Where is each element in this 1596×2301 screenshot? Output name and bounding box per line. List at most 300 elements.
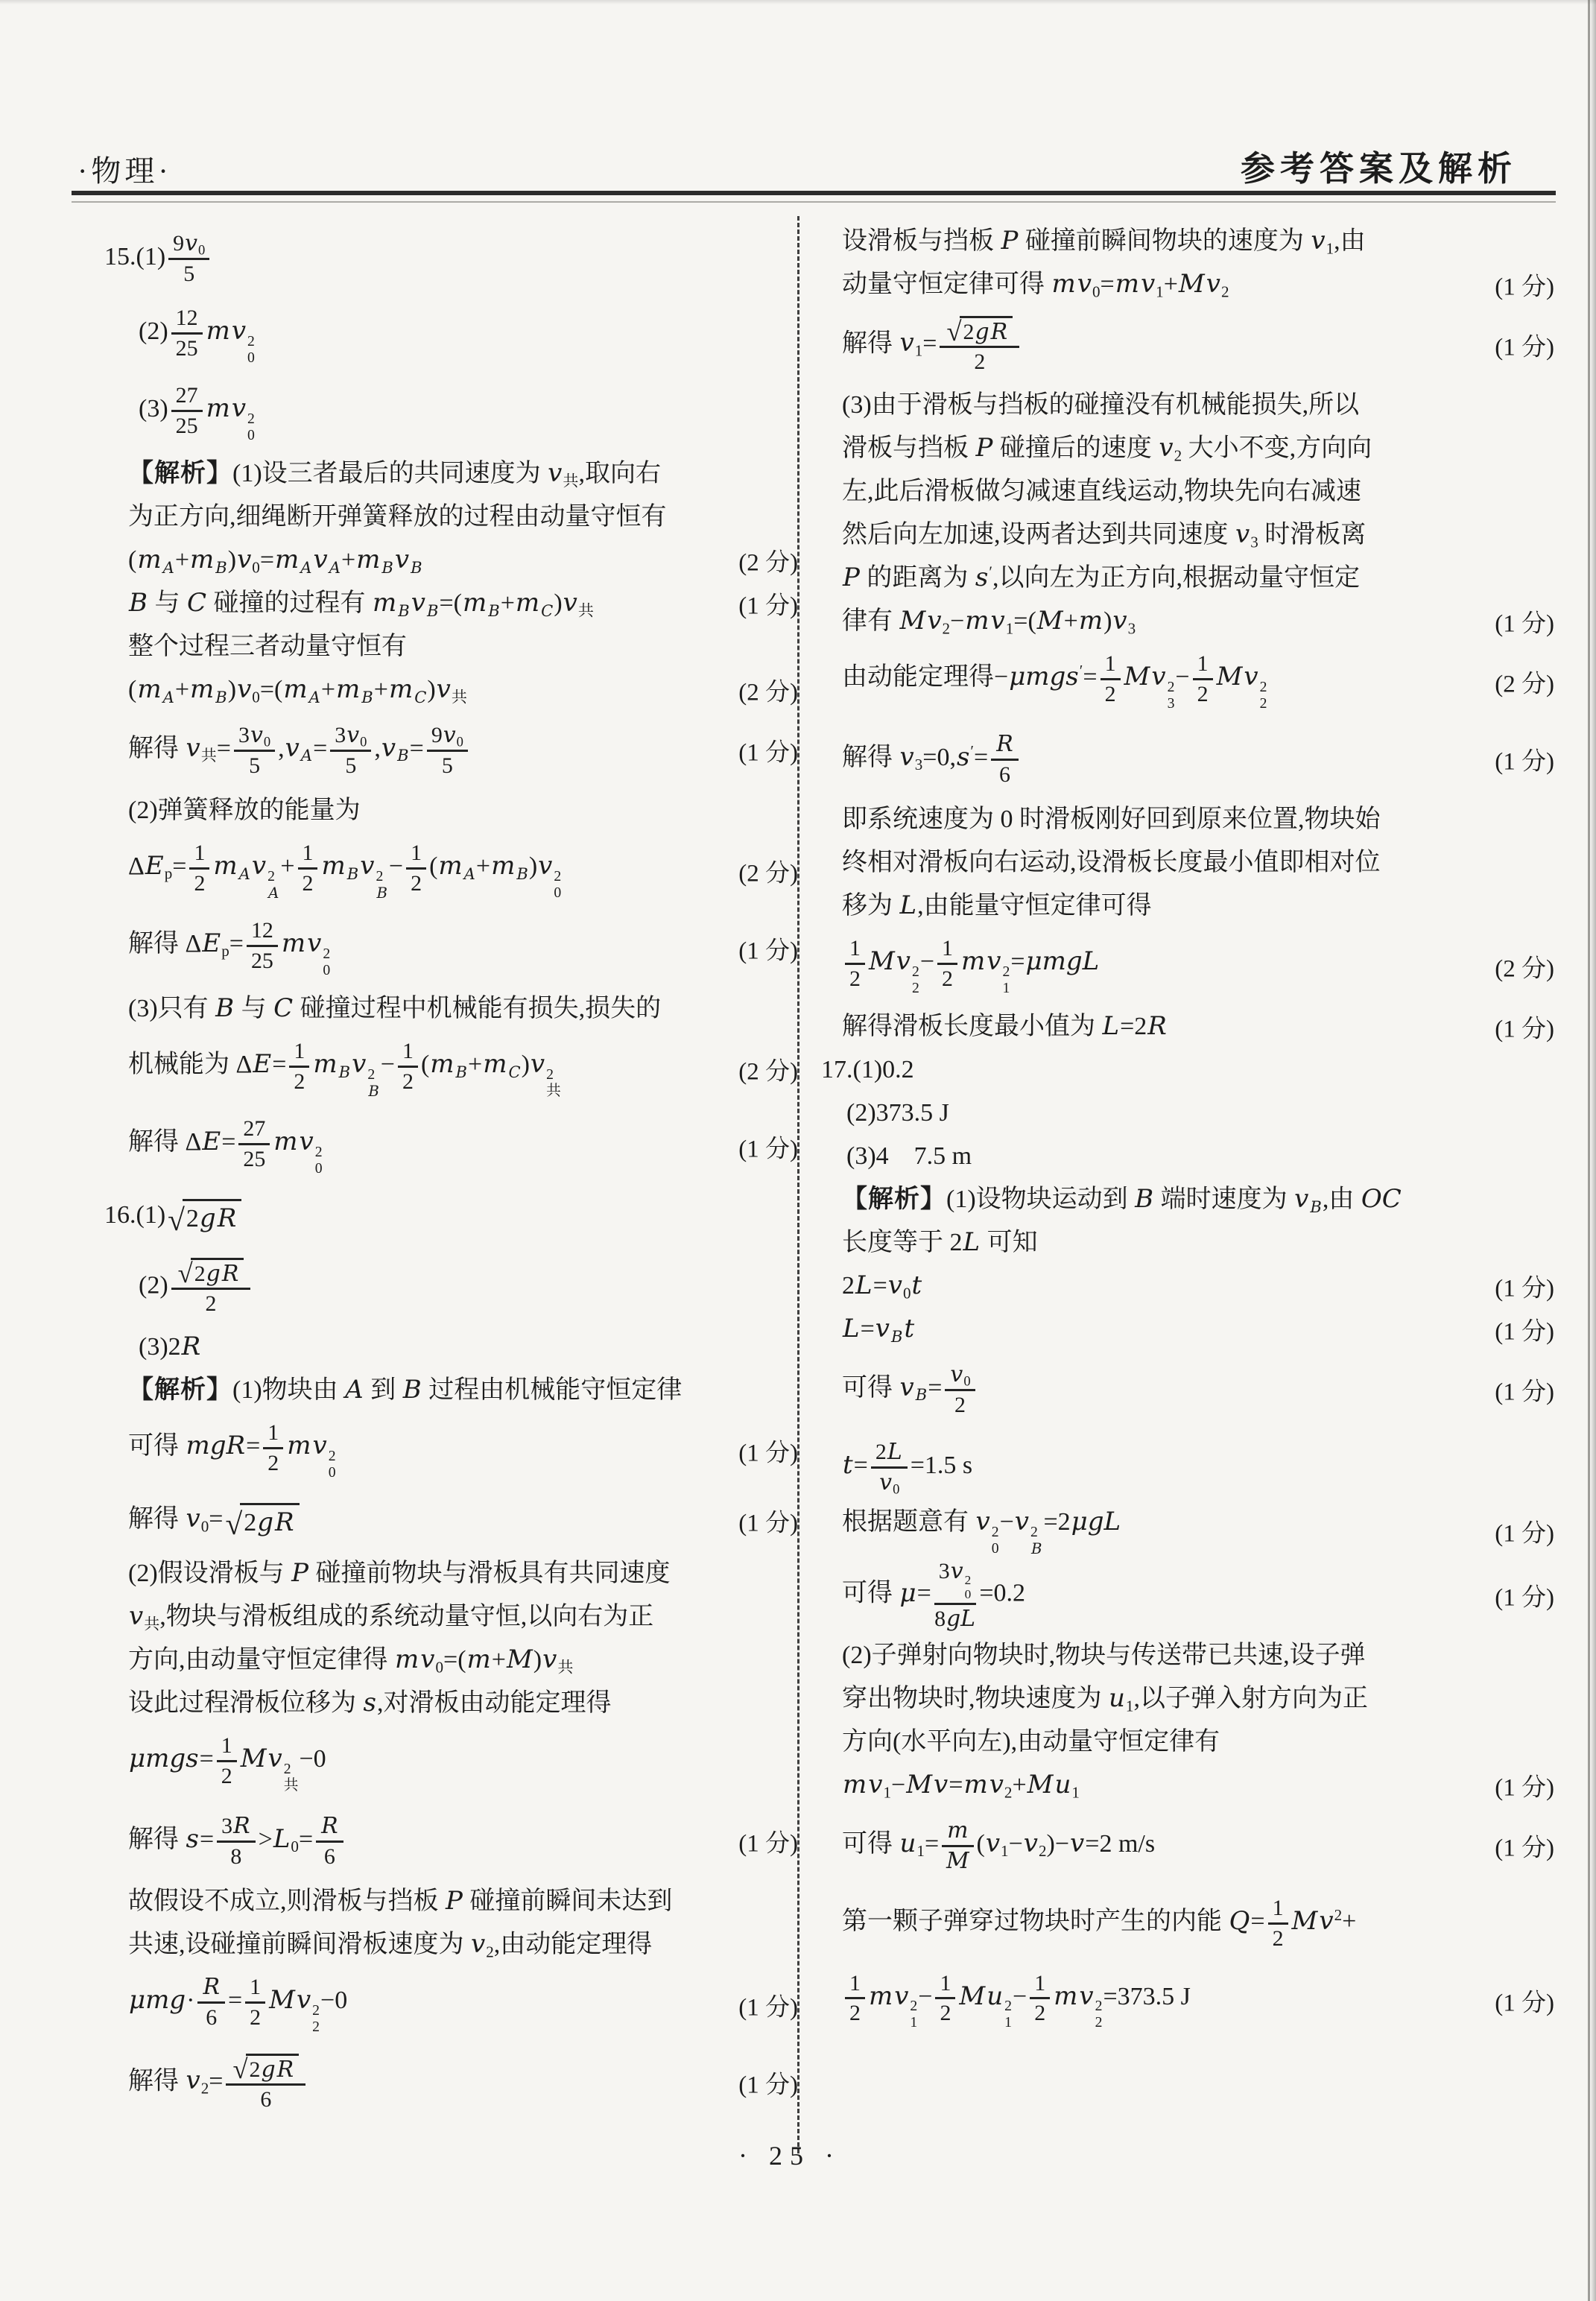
math-var: v (899, 1372, 914, 1402)
fraction-numerator (937, 936, 957, 965)
header-subject: ·物理· (77, 154, 172, 188)
superscript: 2 (314, 1144, 323, 1161)
math-var: R (203, 1974, 220, 2001)
line-content (842, 1313, 915, 1346)
text-run: 12 (175, 306, 198, 331)
fraction-numerator (330, 723, 371, 752)
text-run: )− (1046, 1830, 1070, 1858)
left-column (75, 220, 801, 2121)
fraction-denominator (991, 761, 1019, 788)
math-var: m (843, 1770, 867, 1800)
text-run: (2)子弹射向物块时,物块与传送带已共速,设子弹 (842, 1641, 1366, 1669)
text-run: ,以子弹入射方向为正 (1133, 1685, 1368, 1713)
line-content (128, 723, 471, 778)
text-run: 可知 (981, 1229, 1038, 1257)
solution-line (820, 1092, 1557, 1135)
solution-line (75, 1923, 801, 1966)
solution-line (75, 1412, 801, 1490)
text-run: 3 (938, 1559, 950, 1584)
text-run: (1)物块由 (232, 1376, 345, 1405)
math-var: M (1216, 662, 1243, 692)
line-content (128, 1885, 672, 1918)
fraction-denominator (845, 1999, 865, 2026)
subscript: B (488, 601, 500, 620)
math-var: g (261, 2056, 276, 2083)
line-content (842, 1683, 1368, 1715)
subscript: A (329, 557, 341, 577)
fraction (171, 1258, 251, 1317)
score-label: (1 分) (738, 1994, 798, 2022)
math-var: t (904, 1314, 915, 1344)
text-run: 第一颗子弹穿过物块时产生的内能 (842, 1908, 1229, 1936)
text-run: 2 (267, 1450, 279, 1475)
subscript: A (463, 864, 475, 883)
solution-line (75, 1108, 801, 1186)
bold-label: 【解析】 (128, 459, 232, 488)
text-run: =373.5 J (1103, 1982, 1191, 2010)
fraction (937, 936, 957, 991)
text-run: 律有 (842, 607, 899, 636)
score-label: (1 分) (738, 1136, 798, 1163)
math-var: v (1140, 269, 1156, 300)
math-var: E (202, 1127, 221, 1157)
solution-line (75, 452, 801, 496)
superscript: 2 (1030, 1523, 1038, 1540)
solution-line (75, 668, 801, 712)
superscript: 2 (554, 868, 562, 885)
fraction (316, 1814, 343, 1869)
score-label: (1 分) (738, 2071, 798, 2099)
text-run: + (174, 676, 189, 704)
fraction-numerator (935, 1971, 955, 2000)
text-run: 9 (431, 723, 443, 747)
text-run: + (320, 676, 336, 704)
superscript: 2 (546, 1066, 554, 1083)
text-run: 时滑板离 (1258, 521, 1367, 549)
math-var: s (186, 1823, 199, 1854)
subscript: 1 (916, 1842, 925, 1861)
math-var: m (336, 674, 361, 705)
math-var: C (187, 588, 207, 618)
fraction-denominator (234, 752, 275, 779)
text-run: 解得 (842, 743, 899, 771)
math-var: v (894, 1981, 909, 2011)
text-run: 2 (954, 1392, 966, 1417)
text-run: = (246, 1432, 261, 1460)
fraction (263, 1420, 283, 1475)
superscript: ′ (970, 742, 975, 761)
text-run: −0 (320, 1987, 348, 2015)
fraction-numerator (940, 316, 1019, 349)
math-var: R (274, 1507, 294, 1537)
text-run: ) (227, 676, 237, 704)
subscript: 0 (200, 1517, 209, 1536)
line-content (842, 1362, 978, 1417)
line-content (104, 231, 212, 286)
text-run: =1.5 s (910, 1451, 973, 1479)
subscript: p (221, 942, 229, 960)
math-var: v (975, 1507, 990, 1536)
math-var: M (868, 946, 895, 977)
superscript: 2 (267, 868, 275, 885)
text-run: 6 (206, 2004, 218, 2030)
solution-line (820, 1428, 1557, 1506)
bold-label: 【解析】 (842, 1185, 946, 1214)
math-var: v (285, 732, 300, 763)
math-var: v (896, 946, 911, 977)
fraction-denominator (226, 2086, 305, 2112)
solution-line (820, 470, 1557, 513)
fraction-numerator (217, 1733, 237, 1762)
line-content (842, 605, 1136, 638)
superscript: 2 (912, 963, 919, 981)
solution-line (75, 1490, 801, 1552)
text-run: + (468, 1051, 483, 1079)
line-content (842, 1227, 1038, 1259)
text-run: (3)只有 (128, 995, 215, 1023)
superscript: 2 (247, 411, 255, 428)
fraction-denominator (427, 752, 468, 779)
fraction-numerator (845, 936, 865, 965)
solution-line (820, 884, 1557, 928)
stacked-script (312, 2003, 320, 2035)
solution-line (75, 1880, 801, 1923)
math-var: μ (899, 1578, 916, 1609)
text-run: 碰撞前瞬间物块的速度为 (1019, 227, 1311, 256)
text-run: 3 (221, 1814, 233, 1838)
solution-line (75, 910, 801, 987)
math-var: v (237, 674, 252, 705)
fraction (935, 1971, 955, 2026)
text-run: 移为 (842, 892, 899, 920)
math-var: μmg (129, 1985, 186, 2016)
stacked-script (247, 334, 255, 366)
text-run: = (298, 1825, 314, 1853)
text-run: 2 (244, 1508, 257, 1536)
text-run: 碰撞后的速度 (993, 434, 1159, 463)
fraction (427, 723, 468, 778)
math-var: v (307, 928, 322, 959)
math-var: m (373, 588, 397, 618)
text-run: 方向(水平向左),由动量守恒定律有 (842, 1727, 1220, 1756)
fraction (934, 1559, 977, 1631)
text-run: , (374, 734, 381, 762)
fraction-denominator (942, 1847, 973, 1874)
subscript: A (300, 746, 313, 765)
line-content (128, 1557, 671, 1590)
text-run: ) (427, 676, 436, 704)
subscript: 0 (964, 1587, 972, 1602)
fraction-numerator (427, 723, 468, 752)
math-var: s (363, 1688, 376, 1718)
text-run: 1 (194, 841, 206, 866)
line-content (128, 458, 661, 490)
text-run: = (916, 1580, 931, 1608)
math-var: v (250, 722, 263, 748)
stacked-script (546, 1067, 561, 1099)
text-run: 2 (849, 2001, 861, 2026)
superscript: 2 (1002, 963, 1010, 981)
fraction-denominator (1193, 680, 1213, 707)
math-var: A (345, 1375, 364, 1405)
text-run: ( (420, 1051, 430, 1079)
math-var: m (1115, 269, 1139, 300)
math-var: u (1109, 1683, 1125, 1714)
fraction-numerator (1101, 651, 1121, 680)
text-run: = (259, 546, 275, 575)
fraction-numerator (263, 1420, 283, 1449)
math-var: B (129, 588, 148, 618)
line-content (128, 501, 667, 534)
text-run: 1 (1272, 1896, 1284, 1921)
math-var: v (313, 545, 328, 575)
superscript: 2 (964, 1573, 972, 1588)
math-var: v (1077, 269, 1092, 300)
subscript: 0 (991, 1539, 999, 1557)
solution-line (820, 263, 1557, 306)
page-number: · 25 · (738, 2141, 841, 2171)
text-run: 1 (402, 1039, 414, 1064)
text-run: 穿出物块时,物块速度为 (842, 1685, 1108, 1713)
line-content (128, 795, 361, 827)
math-var: t (911, 1270, 922, 1301)
text-run: 为正方向,细绳断开弹簧释放的过程由动量守恒有 (128, 502, 667, 531)
subscript: B (1310, 1197, 1322, 1216)
text-run: 端时速度为 (1154, 1186, 1294, 1214)
text-run: = (853, 1451, 868, 1479)
fraction (845, 936, 865, 991)
subscript: 3 (914, 756, 923, 774)
math-var: B (1135, 1184, 1154, 1215)
square-root (168, 1199, 241, 1235)
math-var: v (185, 230, 198, 256)
fraction-numerator (945, 1362, 975, 1391)
math-var: v (352, 1049, 367, 1080)
text-run: = (873, 1272, 887, 1300)
math-var: v (563, 588, 577, 618)
header-rule-thick (72, 191, 1556, 195)
solution-line (75, 1595, 801, 1639)
superscript: 2 (1334, 1906, 1343, 1925)
fraction (871, 1439, 908, 1498)
score-label: (1 分) (738, 937, 798, 965)
right-column (820, 220, 1557, 2039)
subscript: 0 (893, 1481, 900, 1498)
subscript: 0 (263, 734, 271, 750)
math-var: s (975, 563, 989, 593)
text-run: 25 (175, 335, 198, 361)
subscript: 2 (200, 2079, 209, 2098)
text-run: (3) (139, 395, 168, 423)
text-run: ) (1103, 607, 1112, 636)
text-run: 2 (974, 349, 986, 374)
text-run: 2 (205, 1291, 217, 1316)
text-run: (2) (139, 317, 168, 346)
text-run: 2 (1272, 1925, 1284, 1951)
text-run: = (229, 930, 244, 958)
solution-line (75, 789, 801, 832)
solution-line (75, 2044, 801, 2121)
stacked-script (1168, 680, 1175, 712)
line-content (842, 1183, 1402, 1216)
solution-line (75, 582, 801, 625)
math-var: m (1078, 606, 1103, 636)
text-run: =( (439, 589, 462, 618)
subscript: 0 (252, 558, 260, 577)
solution-line (820, 1265, 1557, 1308)
subscript: 2 (942, 619, 951, 638)
fraction (217, 1733, 237, 1788)
text-run: 故假设不成立,则滑板与挡板 (128, 1887, 445, 1916)
text-run: 25 (175, 413, 198, 438)
text-run: 可得 (128, 1432, 186, 1460)
text-run: 大小不变,方向向 (1182, 434, 1372, 463)
line-content (842, 1640, 1366, 1672)
solution-line (820, 557, 1557, 600)
text-run: ,物块与滑板组成的系统动量守恒,以向右为正 (159, 1603, 654, 1631)
solution-line (820, 1351, 1557, 1428)
superscript: 2 (1095, 1998, 1103, 2015)
fraction (238, 1116, 270, 1171)
math-var: u (899, 1829, 916, 1859)
fraction-numerator (189, 841, 209, 870)
line-content (842, 732, 1022, 787)
radicand (191, 1258, 244, 1287)
text-run: 设滑板与挡板 (842, 227, 1001, 256)
subscript: A (238, 864, 250, 883)
math-var: v (990, 606, 1005, 636)
text-run: 2 (294, 1069, 305, 1094)
text-run: ( (976, 1830, 985, 1858)
subscript: B (890, 1326, 903, 1346)
fraction (1101, 651, 1121, 706)
math-var: mgR (186, 1431, 246, 1461)
line-content (842, 1010, 1168, 1043)
text-run: 2 (221, 1763, 232, 1788)
text-run: 2 (411, 870, 422, 896)
text-run: 6 (999, 762, 1010, 787)
fraction-denominator (171, 1290, 251, 1317)
subscript: C (414, 687, 427, 706)
math-var: v (875, 1314, 890, 1344)
solution-line (820, 427, 1557, 470)
subscript: B (338, 1062, 351, 1081)
math-var: m (356, 545, 381, 575)
score-label: (1 分) (1495, 1584, 1554, 1612)
score-label: (1 分) (738, 739, 798, 767)
text-run: + (1163, 270, 1178, 299)
line-content (128, 918, 331, 978)
solution-line (820, 1721, 1557, 1764)
text-run: 可得 (842, 1830, 899, 1858)
math-var: v (1112, 606, 1127, 636)
text-run: = (974, 743, 989, 771)
text-run: 1 (1034, 1970, 1046, 1995)
math-var: v (381, 732, 396, 763)
superscript: 2 (367, 1066, 376, 1083)
fraction (168, 231, 209, 286)
subscript: 0 (323, 961, 331, 978)
text-run: 的距离为 (860, 564, 975, 592)
line-content (128, 1814, 346, 1869)
subscript: B (915, 1385, 928, 1405)
subscript: 共 (451, 688, 467, 706)
solution-line (75, 712, 801, 789)
math-var: m (965, 606, 989, 636)
math-var: E (202, 928, 221, 959)
math-var: v (1023, 1829, 1038, 1859)
math-var: M (1124, 662, 1150, 692)
text-run: 2 (249, 2057, 261, 2082)
fraction-denominator (289, 1068, 309, 1095)
stacked-script (1095, 1998, 1103, 2031)
solution-line (75, 220, 801, 297)
text-run: 2 (250, 2004, 262, 2030)
line-content (128, 587, 594, 620)
line-content (842, 847, 1381, 879)
fraction-denominator (263, 1449, 283, 1476)
stacked-script (912, 964, 919, 996)
solution-line (820, 1677, 1557, 1721)
text-run: · (186, 1987, 195, 2015)
text-run: ( (429, 852, 438, 881)
math-var: g (257, 1507, 273, 1537)
text-run: = (922, 329, 937, 357)
text-run: 2 (1197, 681, 1209, 706)
subscript: B (215, 557, 227, 577)
solution-line (820, 1005, 1557, 1048)
score-label: (1 分) (1495, 1275, 1554, 1303)
text-run: (2) (139, 1270, 168, 1299)
solution-line (820, 1506, 1557, 1557)
line-content (128, 1687, 611, 1720)
subscript: 3 (1167, 694, 1175, 712)
solution-line (820, 1221, 1557, 1265)
math-var: v (251, 851, 267, 882)
solution-line (820, 1634, 1557, 1677)
math-var: L (273, 1823, 291, 1854)
math-var: R (276, 2056, 294, 2083)
text-run: 1 (221, 1733, 232, 1759)
fraction (845, 1971, 865, 2026)
text-run: 终相对滑板向右运动,设滑板长度最小值即相对位 (842, 848, 1381, 876)
stacked-script (1030, 1525, 1042, 1557)
subscript: B (361, 687, 373, 706)
text-run: 可得 (842, 1373, 899, 1402)
math-var: v (1159, 433, 1174, 463)
superscript: 2 (376, 868, 384, 885)
text-run: = (272, 1051, 287, 1079)
math-var: μmgL (1025, 946, 1100, 977)
solution-line (820, 798, 1557, 841)
score-label: (1 分) (1495, 1990, 1554, 2017)
fraction (189, 841, 209, 896)
solution-line (75, 1552, 801, 1595)
math-var: m (961, 946, 986, 977)
text-run: =0.2 (979, 1580, 1026, 1608)
math-var: m (868, 1981, 893, 2011)
fraction-denominator (1101, 680, 1121, 707)
math-var: m (430, 1049, 455, 1080)
fraction-denominator (298, 870, 318, 896)
fraction-numerator (245, 1975, 265, 2004)
subscript: 1 (1156, 282, 1164, 301)
text-run: − (999, 1508, 1014, 1536)
text-run: 8 (230, 1843, 242, 1869)
text-run: 解得 (128, 1504, 186, 1533)
text-run: −0 (299, 1745, 326, 1773)
math-var: m (438, 851, 463, 882)
